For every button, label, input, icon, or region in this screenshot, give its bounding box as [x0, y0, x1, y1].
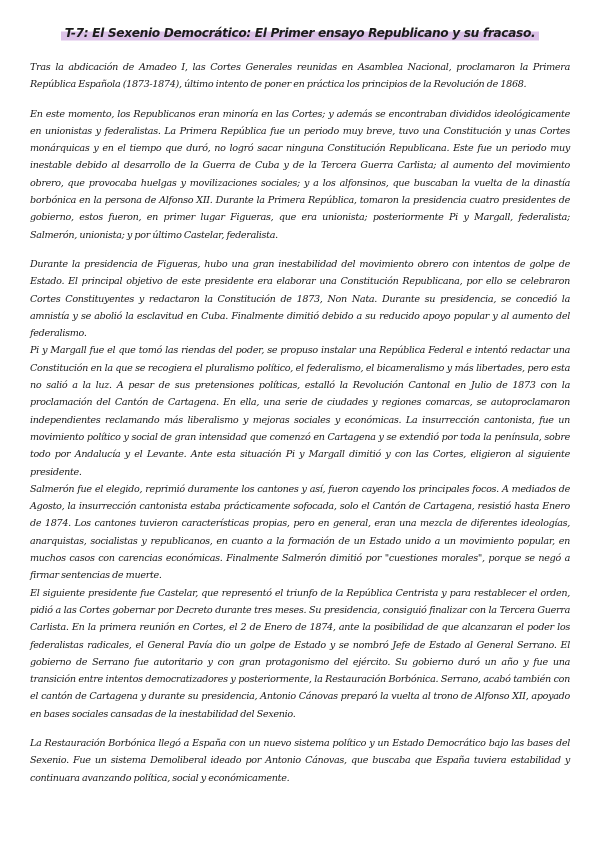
page-title: T-7: El Sexenio Democrático: El Primer ensayo Republicano y su fracaso.	[61, 25, 540, 41]
paragraph-context: En este momento, los Republicanos eran minoría en las Cortes; y además se encontraban divididos ideológicamente en unionistas y federalistas. La Primera República fue un periodo muy breve, tuvo una Constitución y unas Cortes monárquicas y en el tiempo que duró, no logró sacar ninguna Constitución Republicana. Este fue un periodo muy inestable debido al desarrollo de la Guerra de Cuba y de la Tercera Guerra Carlista; al aumento del movimiento obrero, que provocaba huelgas y movilizaciones sociales; y a los alfonsinos, que buscaban la vuelta de la dinastía borbónica en la persona de Alfonso XII. Durante la Primera República, tomaron la presidencia cuatro presidentes de gobierno, estos fueron, en primer lugar Figueras, que era unionista; posteriormente Pi y Margall, federalista; Salmerón, unionista; y por último Castelar, federalista.	[30, 108, 570, 241]
paragraph-pi-y-margall: Pi y Margall fue el que tomó las riendas del poder, se propuso instalar una República Federal e intentó redactar una Constitución en la que se recogiera el pluralismo político, el federalismo, el bicameralismo y más libertades, pero esta no salió a la luz. A pesar de sus pretensiones políticas, estalló la Revolución Cantonal en Julio de 1873 con la proclamación del Cantón de Cartagena. En ella, una serie de ciudades y regiones comarcas, se autoproclamaron independientes reclamando más liberalismo y mejoras sociales y económicas. La insurrección cantonista, fue un movimiento político y social de gran intensidad que comenzó en Cartagena y se extendió por toda la península, sobre todo por Andalucía y el Levante. Ante esta situación Pi y Margall dimitió y con las Cortes, eligieron al siguiente presidente.	[30, 345, 570, 478]
paragraph-castelar: El siguiente presidente fue Castelar, que representó el triunfo de la República Centrista y para restablecer el orden, pidió a las Cortes gobernar por Decreto durante tres meses. Su presidencia, consiguió finalizar con la Tercera Guerra Carlista. En la primera reunión en Cortes, el 2 de Enero de 1874, ante la posibilidad de que alcanzaran el poder los federalistas radicales, el General Pavía dio un golpe de Estado y se nombró Jefe de Estado al General Serrano. El gobierno de Serrano fue autoritario y con gran protagonismo del ejército. Su gobierno duró un año y fue una transición entre intentos democratizadores y posteriormente, la Restauración Borbónica. Serrano, acabó también con el cantón de Cartagena y durante su presidencia, Antonio Cánovas preparó la vuelta al trono de Alfonso XII, apoyado en bases sociales cansadas de la inestabilidad del Sexenio.	[30, 587, 570, 720]
paragraph-figueras: Durante la presidencia de Figueras, hubo una gran inestabilidad del movimiento obrero con intentos de golpe de Estado. El principal objetivo de este presidente era elaborar una Constitución Republicana, por ello se celebraron Cortes Constituyentes y redactaron la Constitución de 1873, Non Nata. Durante su presidencia, se concedió la amnistía y se abolió la esclavitud en Cuba. Finalmente dimitió debido a su reducido apoyo popular y al aumento del federalismo.	[30, 258, 570, 340]
title-container	[30, 22, 570, 41]
paragraph-restauracion: La Restauración Borbónica llegó a España con un nuevo sistema político y un Estado Democrático bajo las bases del Sexenio. Fue un sistema Demoliberal ideado por Antonio Cánovas, que buscaba que España tuviera estabilidad y continuara avanzando política, social y económicamente.	[30, 737, 570, 784]
paragraph-intro: Tras la abdicación de Amadeo I, las Cortes Generales reunidas en Asamblea Nacional, proclamaron la Primera República Española (1873-1874), último intento de poner en práctica los principios de la Revolución de 1868.	[30, 62, 570, 91]
paragraph-salmeron: Salmerón fue el elegido, reprimió duramente los cantones y así, fueron cayendo los principales focos. A mediados de Agosto, la insurrección cantonista estaba prácticamente sofocada, solo el Cantón de Cartagena, resistió hasta Enero de 1874. Los cantones tuvieron características propias, pero en general, eran una mezcla de diferentes ideologías, anarquistas, socialistas y republicanos, en cuanto a la formación de un Estado unido a un movimiento popular, en muchos casos con carencias económicas. Finalmente Salmerón dimitió por "cuestiones morales", porque se negó a firmar sentencias de muerte.	[30, 483, 570, 582]
